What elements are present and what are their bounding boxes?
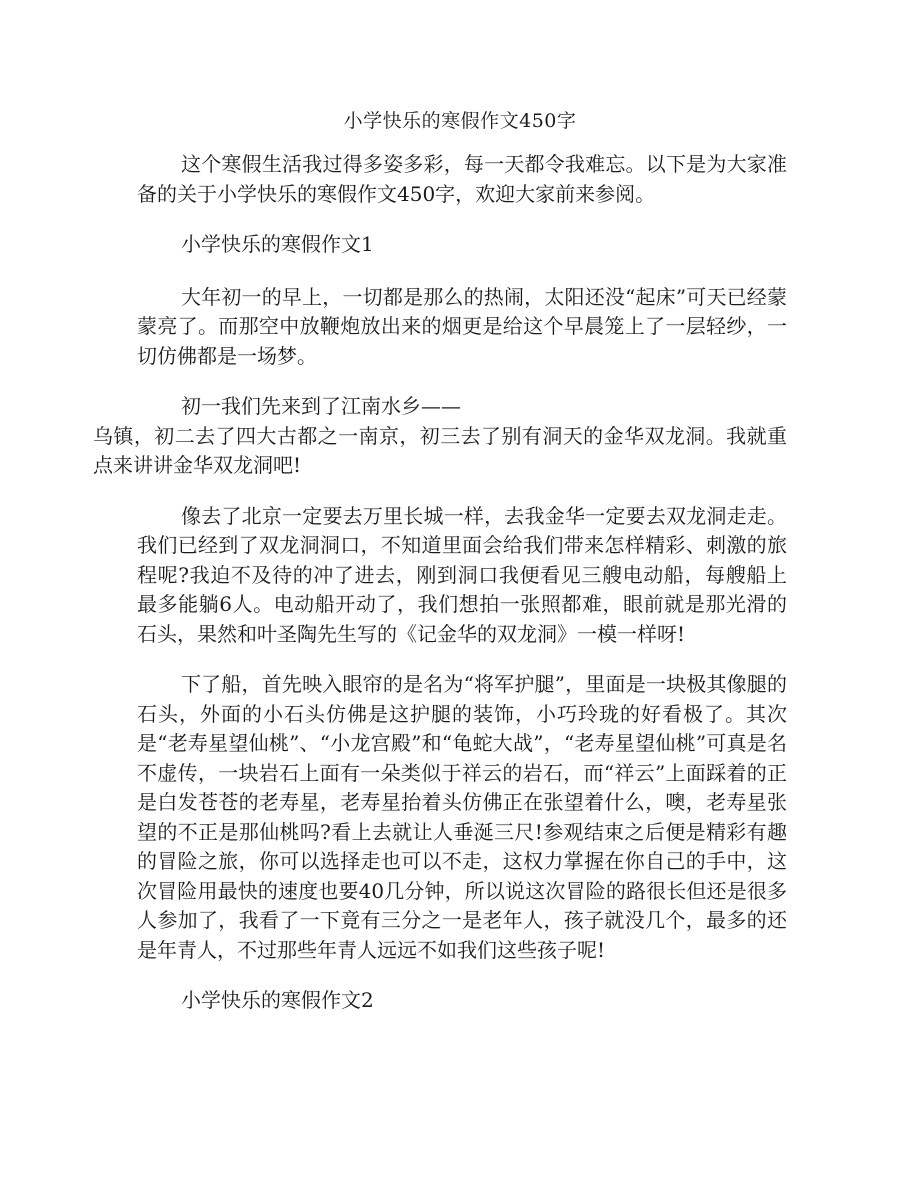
document-title: 小学快乐的寒假作文450字 [343, 110, 577, 132]
section-heading-2: 小学快乐的寒假作文2 [181, 988, 374, 1012]
essay-paragraph-2 [93, 392, 787, 481]
section-heading-1: 小学快乐的寒假作文1 [181, 232, 374, 256]
intro-paragraph: 这个寒假生活我过得多姿多彩，每一天都令我难忘。以下是为大家准备的关于小学快乐的寒假作文450字，欢迎大家前来参阅。 [137, 152, 787, 206]
essay-paragraph-2-rest: 乌镇，初二去了四大古都之一南京，初三去了别有洞天的金华双龙洞。我就重点来讲讲金华双龙洞吧! [93, 423, 787, 477]
essay-paragraph-3: 像去了北京一定要去万里长城一样，去我金华一定要去双龙洞走走。我们已经到了双龙洞洞口，不知道里面会给我们带来怎样精彩、刺激的旅程呢?我迫不及待的冲了进去，刚到洞口我便看见三艘电动船，每艘船上最多能躺6人。电动船开动了，我们想拍一张照都难，眼前就是那光滑的石头，果然和叶圣陶先生写的《记金华的双龙洞》一模一样呀! [137, 503, 787, 646]
essay-paragraph-1: 大年初一的早上，一切都是那么的热闹，太阳还没“起床”可天已经蒙蒙亮了。而那空中放鞭炮放出来的烟更是给这个早晨笼上了一层轻纱，一切仿佛都是一场梦。 [137, 284, 787, 368]
essay-paragraph-4: 下了船，首先映入眼帘的是名为“将军护腿”，里面是一块极其像腿的石头，外面的小石头仿佛是这护腿的装饰，小巧玲珑的好看极了。其次是“老寿星望仙桃”、“小龙宫殿”和“龟蛇大战”，“老寿星望仙桃”可真是名不虚传，一块岩石上面有一朵类似于祥云的岩石，而“祥云”上面踩着的正是白发苍苍的老寿星，老寿星抬着头仿佛正在张望着什么，噢，老寿星张望的不正是那仙桃吗?看上去就让人垂涎三尺!参观结束之后便是精彩有趣的冒险之旅，你可以选择走也可以不走，这权力掌握在你自己的手中，这次冒险用最快的速度也要40几分钟，所以说这次冒险的路很长但还是很多人参加了，我看了一下竟有三分之一是老年人，孩子就没几个，最多的还是年青人，不过那些年青人远远不如我们这些孩子呢! [137, 672, 787, 962]
essay-paragraph-2-lead: 初一我们先来到了江南水乡—— [181, 394, 461, 418]
document-body [93, 150, 787, 1039]
